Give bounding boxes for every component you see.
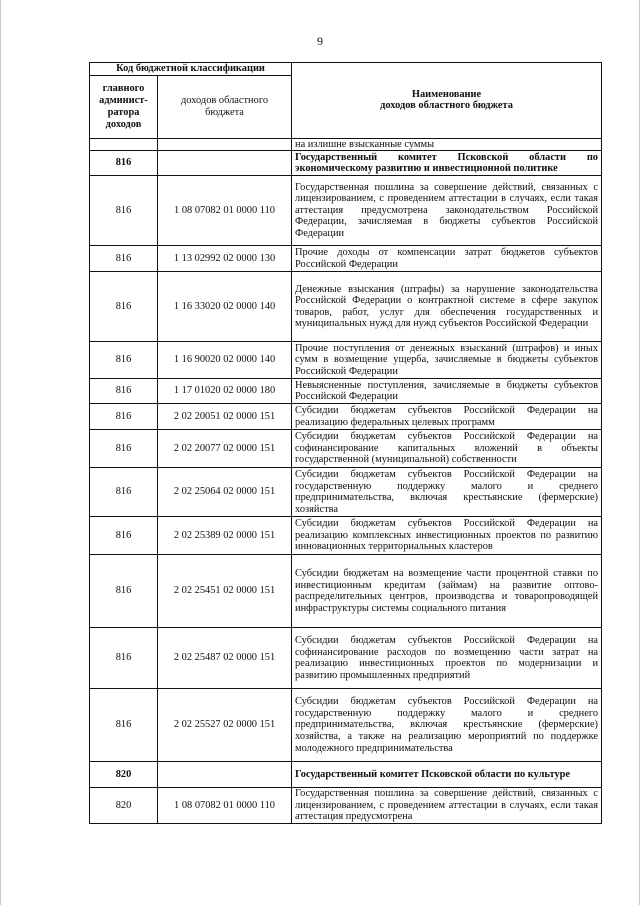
cell-income-code: 2 02 25451 02 0000 151 (158, 555, 292, 628)
cell-income-name: Денежные взыскания (штрафы) за нарушение законодательства Российской Федерации о контрактной системе в сфере закупок товаров, работ, услуг для обеспечения государственных и муниципальных нужд для нужд субъектов Российской Федерации (292, 272, 602, 342)
cell-income-code: 1 13 02992 02 0000 130 (158, 246, 292, 272)
cell-admin-code: 816 (90, 628, 158, 689)
table-row (90, 788, 602, 824)
cell-admin-code: 816 (90, 689, 158, 762)
table-row (90, 468, 602, 517)
cell-admin-code: 816 (90, 151, 158, 176)
cell-income-name: Субсидии бюджетам субъектов Российской Федерации на государственную поддержку малого и среднего предпринимательства, включая крестьянские (фермерские) хозяйства (292, 468, 602, 517)
cell-income-name: Субсидии бюджетам субъектов Российской Федерации на реализацию федеральных целевых программ (292, 404, 602, 430)
table-row (90, 342, 602, 379)
cell-admin-code: 816 (90, 468, 158, 517)
table-row (90, 151, 602, 176)
cell-income-name: Государственный комитет Псковской области по культуре (292, 762, 602, 788)
header-admin-column: главного админист-ратора доходов (90, 75, 158, 138)
cell-admin-code: 816 (90, 430, 158, 468)
cell-income-code: 1 16 90020 02 0000 140 (158, 342, 292, 379)
scan-edge-left (0, 0, 1, 905)
cell-income-name: Прочие доходы от компенсации затрат бюджетов субъектов Российской Федерации (292, 246, 602, 272)
header-group-label: Код бюджетной классификации (90, 63, 292, 76)
cell-income-code: 2 02 25487 02 0000 151 (158, 628, 292, 689)
cell-admin-code: 816 (90, 176, 158, 246)
table-row (90, 246, 602, 272)
cell-income-code: 2 02 20077 02 0000 151 (158, 430, 292, 468)
cell-income-name: Государственный комитет Псковской области по экономическому развитию и инвестиционной политике (292, 151, 602, 176)
cell-admin-code: 816 (90, 246, 158, 272)
table-row (90, 430, 602, 468)
cell-income-code: 1 17 01020 02 0000 180 (158, 379, 292, 404)
cell-admin-code: 820 (90, 788, 158, 824)
table-header (90, 63, 602, 139)
cell-income-code: 2 02 20051 02 0000 151 (158, 404, 292, 430)
cell-admin-code: 816 (90, 342, 158, 379)
cell-income-name: Государственная пошлина за совершение действий, связанных с лицензированием, с проведением аттестации в случаях, если такая аттестация предусмотрена (292, 788, 602, 824)
table-row (90, 762, 602, 788)
table-row (90, 628, 602, 689)
table-row (90, 379, 602, 404)
header-name-line1: Наименование (411, 88, 482, 100)
table-row (90, 689, 602, 762)
table-body (90, 138, 602, 824)
cell-income-code: 2 02 25527 02 0000 151 (158, 689, 292, 762)
cell-income-code: 1 16 33020 02 0000 140 (158, 272, 292, 342)
cell-income-code: 1 08 07082 01 0000 110 (158, 176, 292, 246)
cell-admin-code: 816 (90, 555, 158, 628)
header-code-column: доходов областного бюджета (158, 75, 292, 138)
cell-income-name: Субсидии бюджетам субъектов Российской Федерации на софинансирование расходов по возмещению части затрат на реализацию инвестиционных проектов по модернизации и развитию промышленных предприятий (292, 628, 602, 689)
cell-admin-code: 820 (90, 762, 158, 788)
table-row (90, 555, 602, 628)
table-row (90, 517, 602, 555)
header-name-column (292, 63, 602, 139)
table-row (90, 176, 602, 246)
cell-admin-code: 816 (90, 272, 158, 342)
cell-income-code (158, 151, 292, 176)
cell-income-name: Государственная пошлина за совершение действий, связанных с лицензированием, с проведением аттестации в случаях, если такая аттестация предусмотрена законодательством Российской Федерации, зачисляемая в бюджеты субъектов Российской Федерации (292, 176, 602, 246)
cell-income-name: Невыясненные поступления, зачисляемые в бюджеты субъектов Российской Федерации (292, 379, 602, 404)
table-row (90, 272, 602, 342)
cell-income-name: Субсидии бюджетам на возмещение части процентной ставки по инвестиционным кредитам (займам) на развитие оптово-распределительных центров, производства и товаропроводящей инфраструктуры системы социального питания (292, 555, 602, 628)
cell-income-name: Субсидии бюджетам субъектов Российской Федерации на софинансирование капитальных вложений в объекты государственной (муниципальной) собственности (292, 430, 602, 468)
page-number: 9 (317, 34, 323, 48)
cell-admin-code: 816 (90, 517, 158, 555)
cell-income-code (158, 762, 292, 788)
header-name-line2: доходов областного бюджета (380, 100, 513, 112)
cell-income-code: 2 02 25064 02 0000 151 (158, 468, 292, 517)
budget-classification-table (89, 62, 602, 824)
table-row (90, 138, 602, 151)
cell-income-name: на излишне взысканные суммы (292, 138, 602, 151)
cell-income-name: Субсидии бюджетам субъектов Российской Федерации на государственную поддержку малого и среднего предпринимательства, включая крестьянские (фермерские) хозяйства, а также на реализацию мероприятий по поддержке молодежного предпринимательства (292, 689, 602, 762)
cell-income-name: Субсидии бюджетам субъектов Российской Федерации на реализацию комплексных инвестиционных проектов по развитию инновационных территориальных кластеров (292, 517, 602, 555)
cell-income-code (158, 138, 292, 151)
cell-income-name: Прочие поступления от денежных взысканий (штрафов) и иных сумм в возмещение ущерба, зачисляемые в бюджеты субъектов Российской Федерации (292, 342, 602, 379)
cell-admin-code: 816 (90, 379, 158, 404)
cell-income-code: 1 08 07082 01 0000 110 (158, 788, 292, 824)
cell-admin-code: 816 (90, 404, 158, 430)
cell-admin-code (90, 138, 158, 151)
table-row (90, 404, 602, 430)
cell-income-code: 2 02 25389 02 0000 151 (158, 517, 292, 555)
